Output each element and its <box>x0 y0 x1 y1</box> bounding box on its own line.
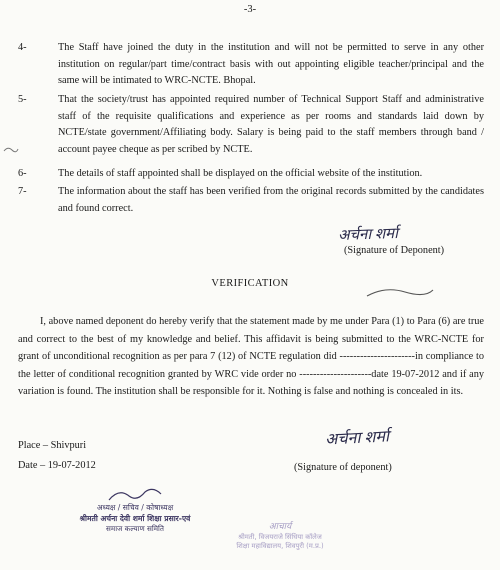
item-7 <box>18 184 484 217</box>
item-number: 6- <box>18 168 27 179</box>
stamp-line: आचार्य <box>268 522 292 532</box>
stamp-line: शिक्षा महाविद्यालय, शिवपुरी (म.प्र.) <box>236 542 324 550</box>
office-stamp-right <box>205 522 355 551</box>
verification-heading: VERIFICATION <box>211 278 289 289</box>
stamp-signature <box>105 486 165 504</box>
stamp-line: अध्यक्ष / सचिव / कोषाध्यक्ष <box>96 503 174 512</box>
stamp-line: समाज कल्याण समिति <box>106 524 164 533</box>
item-text: The details of staff appointed shall be displayed on the official website of the institution. <box>58 168 423 179</box>
item-text: The information about the staff has been verified from the original records submitted by the candidates and found correct. <box>58 186 484 214</box>
place-line: Place – Shivpuri <box>18 440 87 451</box>
stamp-line: श्रीमती, विजयराजे सिंधिया कॉलेज <box>238 533 322 541</box>
signature-handwriting: अर्चना शर्मा <box>337 225 399 245</box>
item-4 <box>18 40 484 90</box>
signature-handwriting: अर्चना शर्मा <box>324 428 390 449</box>
item-6 <box>18 166 484 183</box>
item-text: The Staff have joined the duty in the institution and will not be permitted to serve in any other institution on regular/part time/contract basis with out appointing eligible teacher/principal and the same will be intimated to WRC-NCTE. Bhopal. <box>58 42 484 86</box>
item-number: 5- <box>18 94 27 105</box>
item-5 <box>18 92 484 158</box>
page-number: -3- <box>243 4 257 15</box>
office-stamp-left <box>55 490 215 534</box>
date-line: Date – 19-07-2012 <box>18 460 96 471</box>
stamp-line: श्रीमती अर्चना देवी शर्मा शिक्षा प्रसार-एवं <box>79 514 191 523</box>
signature-label: (Signature of Deponent) <box>344 245 445 256</box>
item-number: 7- <box>18 186 27 197</box>
verification-body: I, above named deponent do hereby verify that the statement made by me under Para (1) to Para (6) are true and correct to the best of my knowledge and belief. This affidavit is being submitted to the WRC-NCTE for grant of unconditional recognition as per para 7 (12) of NCTE regulation did ----------------------in compliance to the letter of conditional recognition granted by WRC vide order no ---------------------date 19-07-2012 and if any variation is found. The institution shall be responsible for it. Nothing is false and nothing is concealed in its. <box>18 316 484 398</box>
item-text: That the society/trust has appointed required number of Technical Support Staff and administrative staff of the requisite qualifications and experience as per rooms and standards laid down by NCTE/state government/Affiliating body. Salary is being paid to the staff members through band / account payee cheque as per scribed by NCTE. <box>58 94 484 155</box>
signature-label: (Signature of deponent) <box>294 462 392 473</box>
margin-mark <box>2 144 20 156</box>
item-number: 4- <box>18 42 27 53</box>
